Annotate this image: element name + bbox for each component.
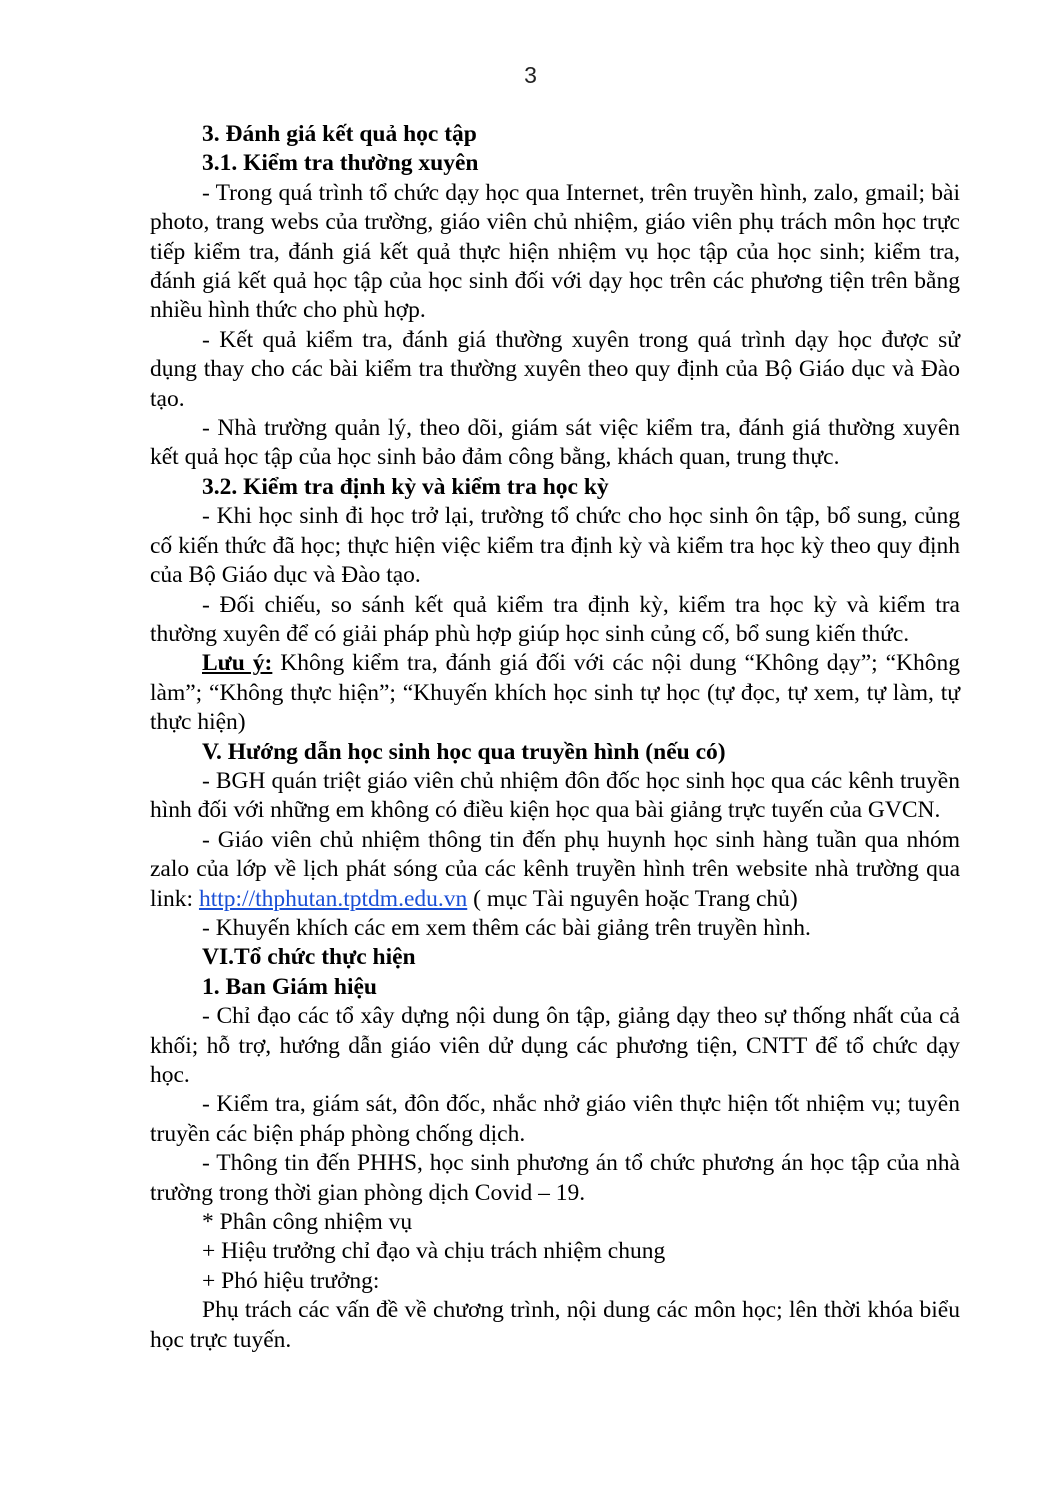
paragraph: - Khuyến khích các em xem thêm các bài giảng trên truyền hình. (202, 914, 811, 941)
section-heading-3-1: 3.1. Kiểm tra thường xuyên (202, 150, 479, 177)
page-number: 3 (524, 62, 537, 88)
paragraph: - Kiểm tra, giám sát, đôn đốc, nhắc nhở giáo viên thực hiện tốt nhiệm vụ; tuyên truyền các biện pháp phòng chống dịch. (150, 1091, 960, 1147)
note-text: Không kiểm tra, đánh giá đối với các nội dung “Không dạy”; “Không làm”; “Không thực hiện”; “Khuyến khích học sinh tự học (tự đọc, tự xem, tự làm, tự thực hiện) (150, 650, 960, 736)
paragraph-text: - Giáo viên chủ nhiệm thông tin đến phụ huynh học sinh hàng tuần qua nhóm zalo của lớp về lịch phát sóng của các kênh truyền hình trên website nhà trường qua link: (150, 826, 960, 912)
paragraph: - Khi học sinh đi học trở lại, trường tổ chức cho học sinh ôn tập, bổ sung, củng cố kiến thức đã học; thực hiện việc kiểm tra định kỳ và kiểm tra học kỳ theo quy định của Bộ Giáo dục và Đào tạo. (150, 503, 960, 589)
section-heading-5: V. Hướng dẫn học sinh học qua truyền hình (nếu có) (202, 738, 726, 765)
paragraph: - BGH quán triệt giáo viên chủ nhiệm đôn đốc học sinh học qua các kênh truyền hình đối với những em không có điều kiện học qua bài giảng trực tuyến của GVCN. (150, 767, 960, 824)
paragraph-text: ( mục Tài nguyên hoặc Trang chủ) (467, 885, 798, 912)
paragraph: * Phân công nhiệm vụ (202, 1209, 413, 1236)
paragraph: - Đối chiếu, so sánh kết quả kiểm tra định kỳ, kiểm tra học kỳ và kiểm tra thường xuyên để có giải pháp phù hợp giúp học sinh củng cố, bổ sung kiến thức. (150, 591, 960, 647)
paragraph: - Kết quả kiểm tra, đánh giá thường xuyên trong quá trình dạy học được sử dụng thay cho các bài kiểm tra thường xuyên theo quy định của Bộ Giáo dục và Đào tạo. (150, 326, 960, 412)
paragraph: - Thông tin đến PHHS, học sinh phương án tổ chức phương án học tập của nhà trường trong thời gian phòng dịch Covid – 19. (150, 1150, 960, 1206)
section-heading-6-1: 1. Ban Giám hiệu (202, 973, 377, 1000)
section-heading-3-2: 3.2. Kiểm tra định kỳ và kiểm tra học kỳ (202, 473, 609, 500)
paragraph: Phụ trách các vấn đề về chương trình, nội dung các môn học; lên thời khóa biểu học trực tuyến. (150, 1297, 960, 1353)
paragraph: - Chỉ đạo các tổ xây dựng nội dung ôn tập, giảng dạy theo sự thống nhất của cả khối; hỗ trợ, hướng dẫn giáo viên dử dụng các phương tiện, CNTT để tổ chức dạy học. (150, 1003, 960, 1088)
note-paragraph (150, 649, 960, 737)
paragraph: - Trong quá trình tổ chức dạy học qua Internet, trên truyền hình, zalo, gmail; bài photo, trang webs của trường, giáo viên chủ nhiệm, giáo viên phụ trách môn học trực tiếp kiểm tra, đánh giá kết quả thực hiện nhiệm vụ học tập của học sinh; kiểm tra, đánh giá kết quả học tập của học sinh đối với dạy học trên các phương tiện trên bằng nhiều hình thức cho phù hợp. (150, 179, 960, 324)
section-heading-6: VI.Tổ chức thực hiện (202, 944, 416, 971)
paragraph-with-link (150, 826, 960, 914)
paragraph: + Phó hiệu trưởng: (202, 1267, 380, 1294)
section-heading-3: 3. Đánh giá kết quả học tập (202, 121, 477, 147)
paragraph: - Nhà trường quản lý, theo dõi, giám sát việc kiểm tra, đánh giá thường xuyên kết quả học tập của học sinh bảo đảm công bằng, khách quan, trung thực. (150, 415, 960, 471)
website-link[interactable]: http://thphutan.tptdm.edu.vn (198, 885, 468, 912)
paragraph: + Hiệu trưởng chỉ đạo và chịu trách nhiệm chung (202, 1238, 666, 1265)
document-body (150, 120, 960, 1355)
note-label: Lưu ý: (202, 650, 273, 677)
